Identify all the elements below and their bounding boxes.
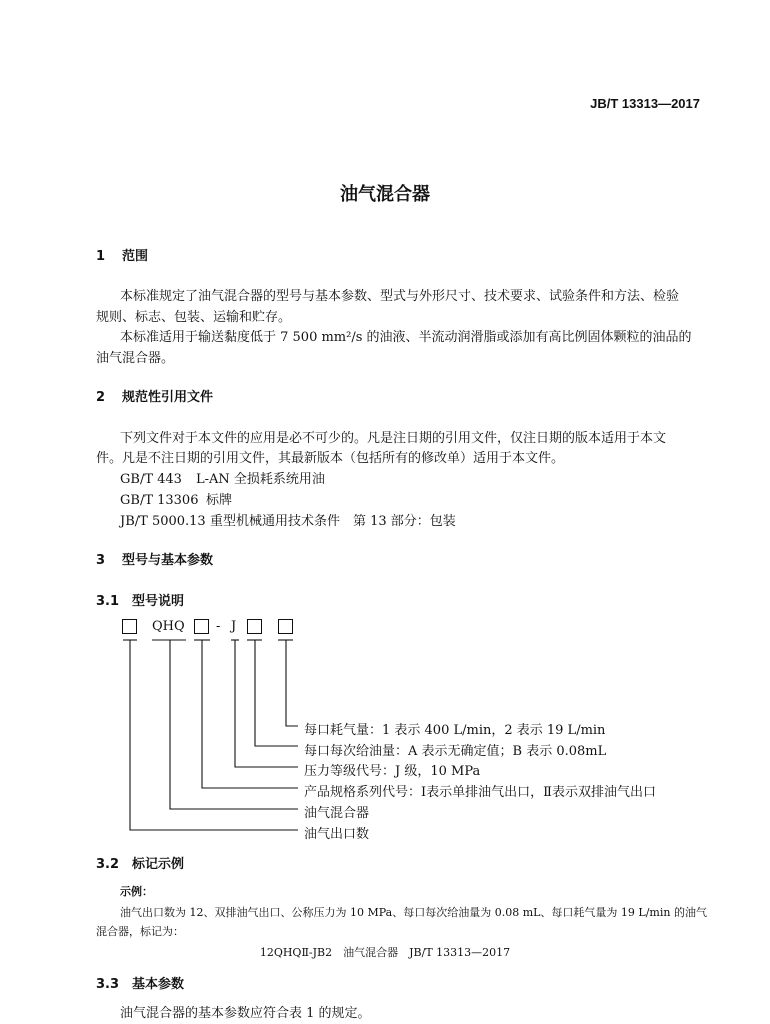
paragraph-line: 规则、标志、包装、运输和贮存。 [96, 310, 292, 325]
section-title: 型号说明 [132, 594, 185, 609]
reference-title: 重型机械通用技术条件 第 13 部分：包装 [210, 514, 456, 529]
section-number: 2 [96, 390, 106, 405]
paragraph-line: 本标准适用于输送黏度低于 7 500 mm²/s 的油液、半流动润滑脂或添加有高比例固体颗粒的油品的 [120, 330, 692, 345]
section-title: 型号与基本参数 [122, 553, 214, 568]
subsection-3-2-heading [96, 853, 184, 872]
legend-oil-volume: 每口每次给油量：A 表示无确定值；B 表示 0.08mL [304, 744, 607, 759]
paragraph-line: 下列文件对于本文件的应用是必不可少的。凡是注日期的引用文件，仅注日期的版本适用于本文 [120, 431, 667, 446]
document-title: 油气混合器 [340, 184, 430, 205]
section-title: 规范性引用文件 [122, 390, 214, 405]
reference-title: 标牌 [206, 493, 233, 508]
marking-example: 12QHQⅡ-JB2 油气混合器 JB/T 13313—2017 [259, 946, 511, 959]
legend-outlet-count: 油气出口数 [304, 827, 370, 842]
legend-air-consumption: 每口耗气量：1 表示 400 L/min，2 表示 19 L/min [304, 723, 606, 738]
section-title: 标记示例 [132, 857, 185, 872]
legend-series-code: 产品规格系列代号：Ⅰ表示单排油气出口，Ⅱ表示双排油气出口 [304, 785, 656, 800]
model-code-j: J [231, 619, 237, 634]
reference-code: GB/T 13306 [120, 493, 199, 508]
model-code-qhq: QHQ [152, 619, 185, 634]
section-number: 3.3 [96, 977, 120, 992]
legend-pressure-grade: 压力等级代号：J 级，10 MPa [304, 764, 481, 779]
section-number: 1 [96, 249, 106, 264]
reference-code: JB/T 5000.13 [120, 514, 206, 529]
example-label: 示例： [120, 885, 153, 898]
section-number: 3.1 [96, 594, 120, 609]
paragraph-line: 油气混合器的基本参数应符合表 1 的规定。 [120, 1006, 371, 1021]
paragraph-line: 件。凡是不注日期的引用文件，其最新版本（包括所有的修改单）适用于本文件。 [96, 451, 565, 466]
subsection-3-3-heading [96, 973, 184, 992]
section-title: 基本参数 [132, 977, 185, 992]
standard-number: JB/T 13313—2017 [590, 96, 700, 111]
legend-product-name: 油气混合器 [304, 806, 370, 821]
section-number: 3 [96, 553, 106, 568]
paragraph-line: 本标准规定了油气混合器的型号与基本参数、型式与外形尺寸、技术要求、试验条件和方法、检验 [120, 289, 680, 304]
model-dash: - [216, 619, 221, 634]
reference-title: L-AN 全损耗系统用油 [196, 472, 325, 487]
reference-code: GB/T 443 [120, 472, 182, 487]
section-number: 3.2 [96, 857, 120, 872]
example-line: 混合器，标记为： [96, 925, 184, 938]
example-line: 油气出口数为 12、双排油气出口、公称压力为 10 MPa、每口每次给油量为 0.08 mL、每口耗气量为 19 L/min 的油气 [120, 906, 707, 919]
paragraph-line: 油气混合器。 [96, 351, 175, 366]
section-title: 范围 [122, 249, 149, 264]
